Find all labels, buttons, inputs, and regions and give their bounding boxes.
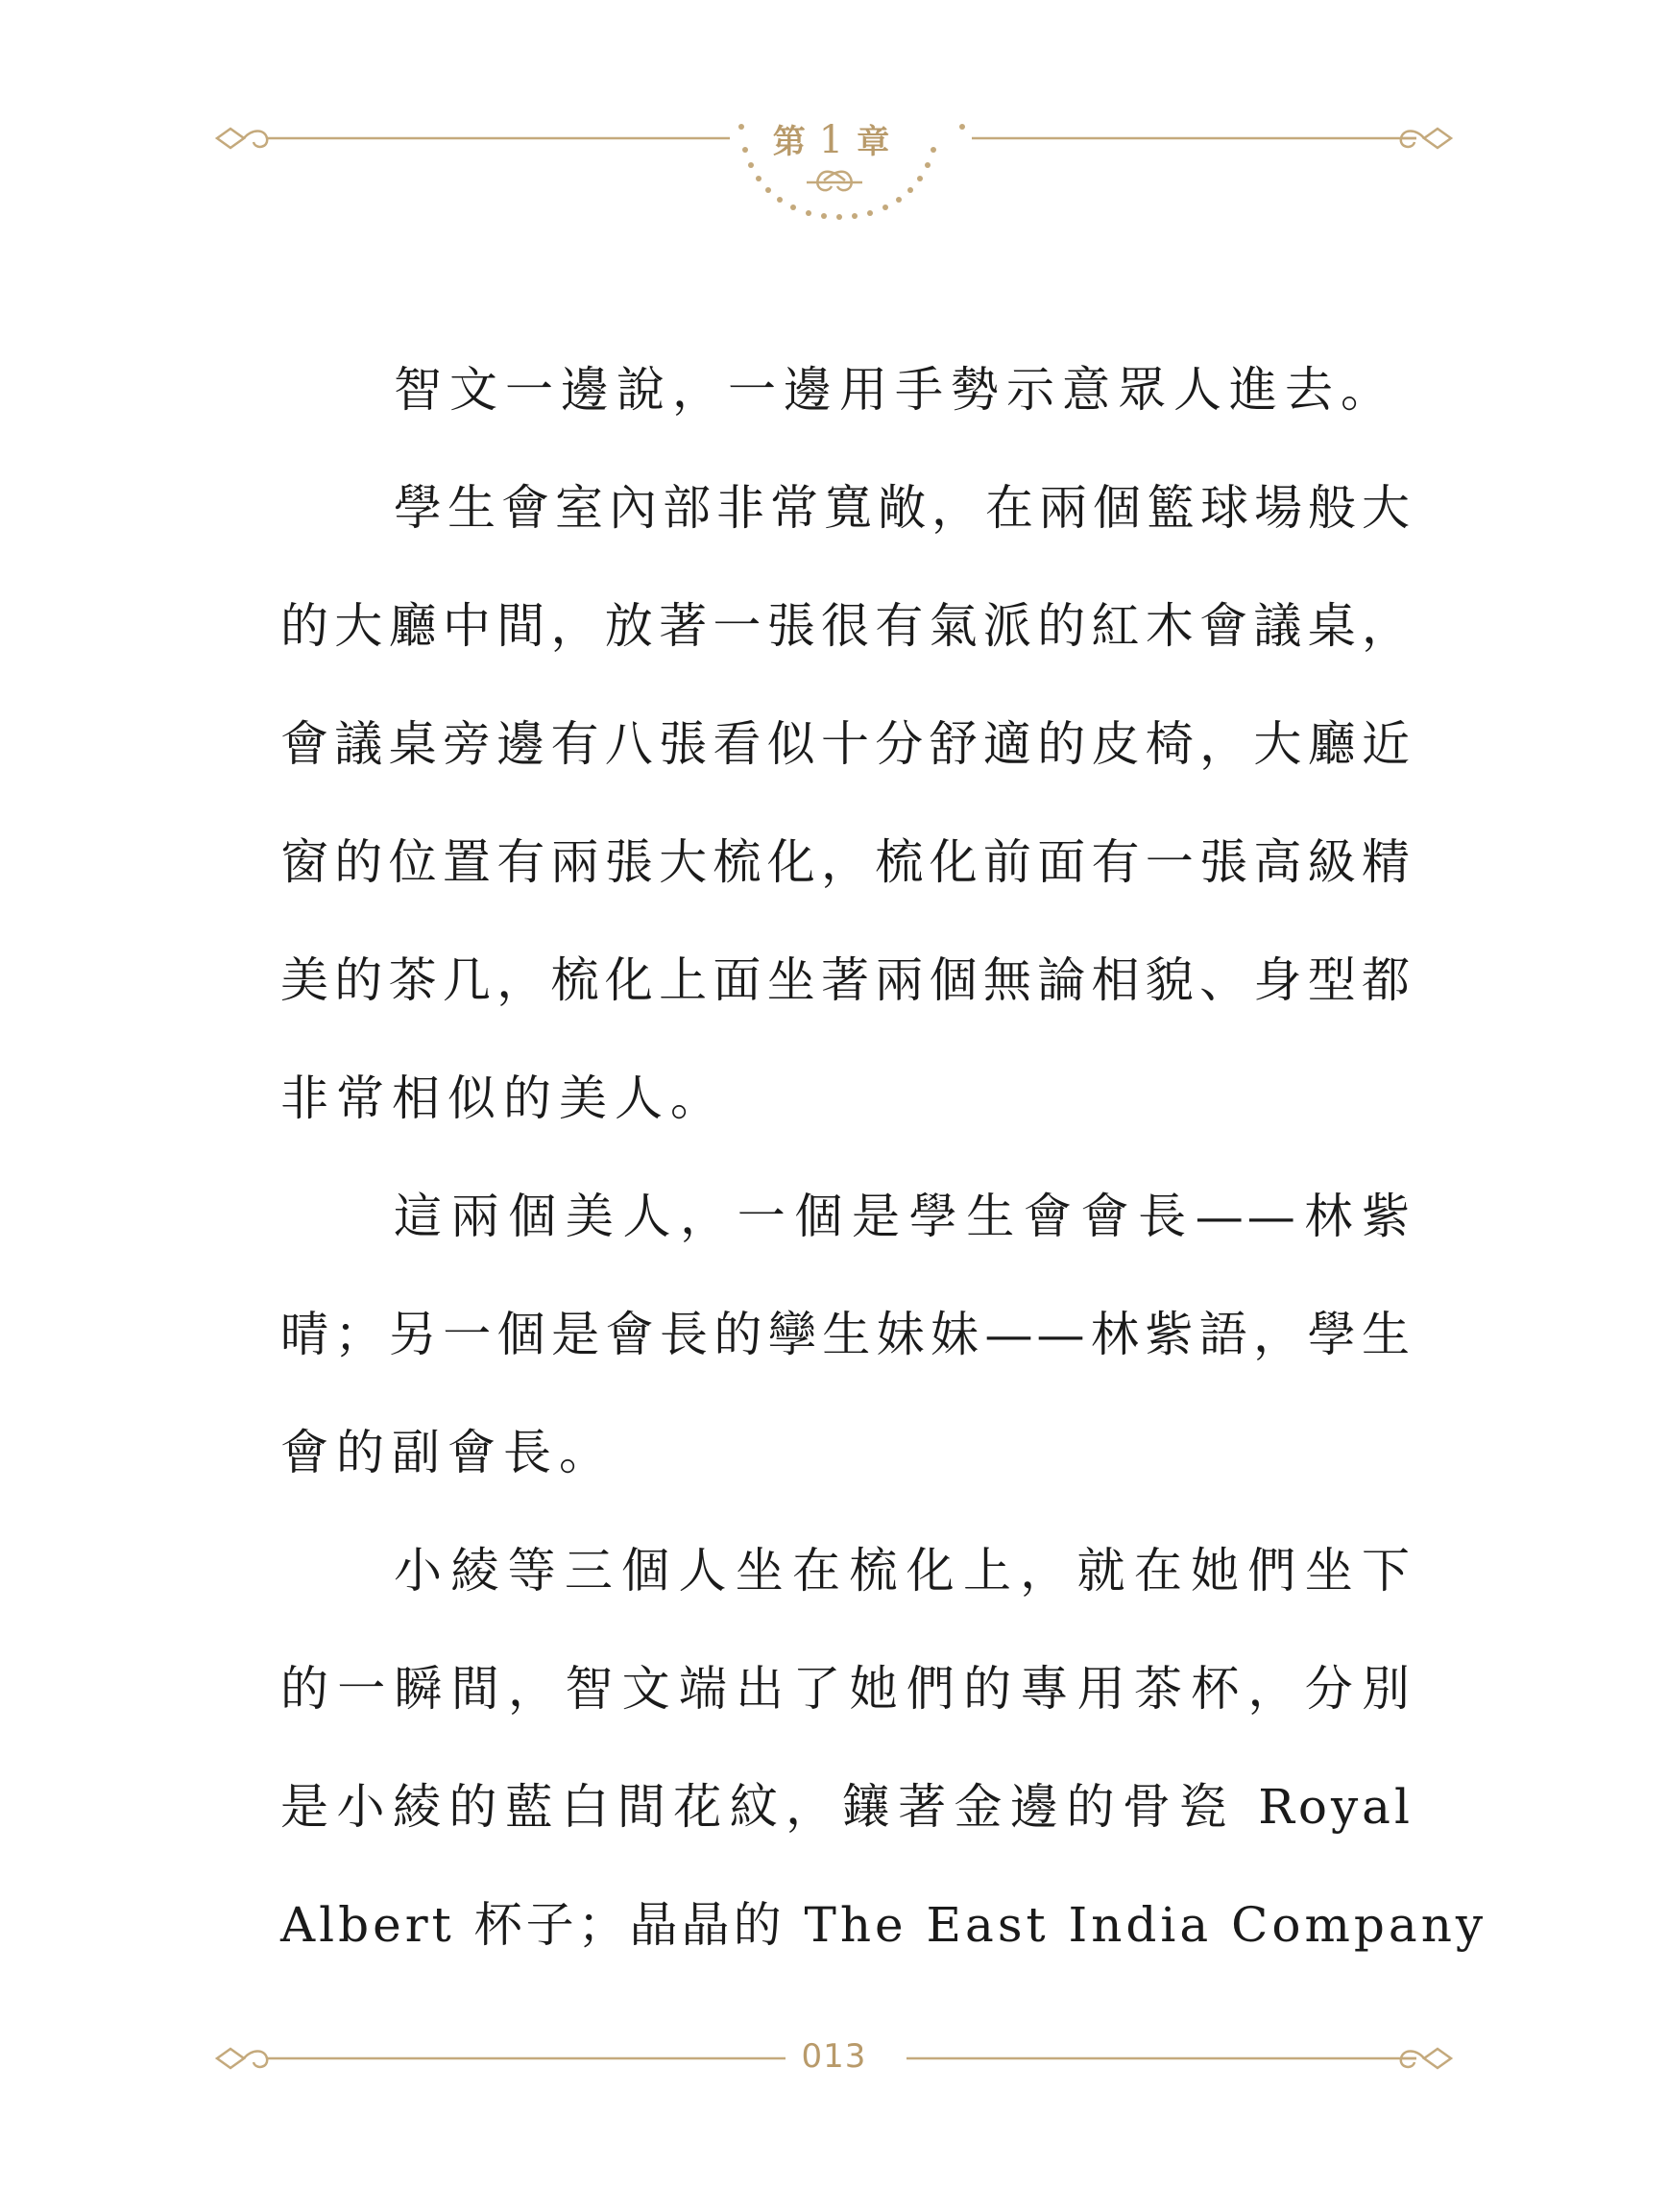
page-number: 013 bbox=[801, 2037, 867, 2076]
text-line: 晴；另一個是會長的孿生妹妹——林紫語，學生 bbox=[280, 1307, 1414, 1362]
chapter-number: 1 bbox=[818, 118, 850, 162]
text-line: 會的副會長。 bbox=[280, 1425, 615, 1480]
text-line: 的一瞬間，智文端出了她們的專用茶杯，分別 bbox=[280, 1661, 1414, 1717]
text-line: 美的茶几，梳化上面坐著兩個無論相貌、身型都 bbox=[280, 952, 1414, 1008]
body-text bbox=[280, 331, 1487, 1984]
text-line: 會議桌旁邊有八張看似十分舒適的皮椅，大廳近 bbox=[280, 716, 1414, 772]
text-line: 這兩個美人，一個是學生會會長——林紫 bbox=[394, 1189, 1414, 1244]
text-line: Albert 杯子；晶晶的 The East India Company bbox=[280, 1897, 1487, 1953]
chapter-prefix: 第 bbox=[772, 123, 811, 161]
text-line: 的大廳中間，放著一張很有氣派的紅木會議桌， bbox=[280, 598, 1414, 654]
chapter-heading bbox=[0, 115, 1668, 162]
text-line: 小綾等三個人坐在梳化上，就在她們坐下 bbox=[394, 1543, 1414, 1599]
text-line: 非常相似的美人。 bbox=[280, 1070, 726, 1126]
text-line: 是小綾的藍白間花紋，鑲著金邊的骨瓷 Royal bbox=[280, 1779, 1414, 1835]
text-line: 學生會室內部非常寬敞，在兩個籃球場般大 bbox=[394, 480, 1414, 536]
text-line: 智文一邊說，一邊用手勢示意眾人進去。 bbox=[394, 362, 1396, 418]
chapter-suffix: 章 bbox=[857, 123, 896, 161]
text-line: 窗的位置有兩張大梳化，梳化前面有一張高級精 bbox=[280, 834, 1414, 890]
